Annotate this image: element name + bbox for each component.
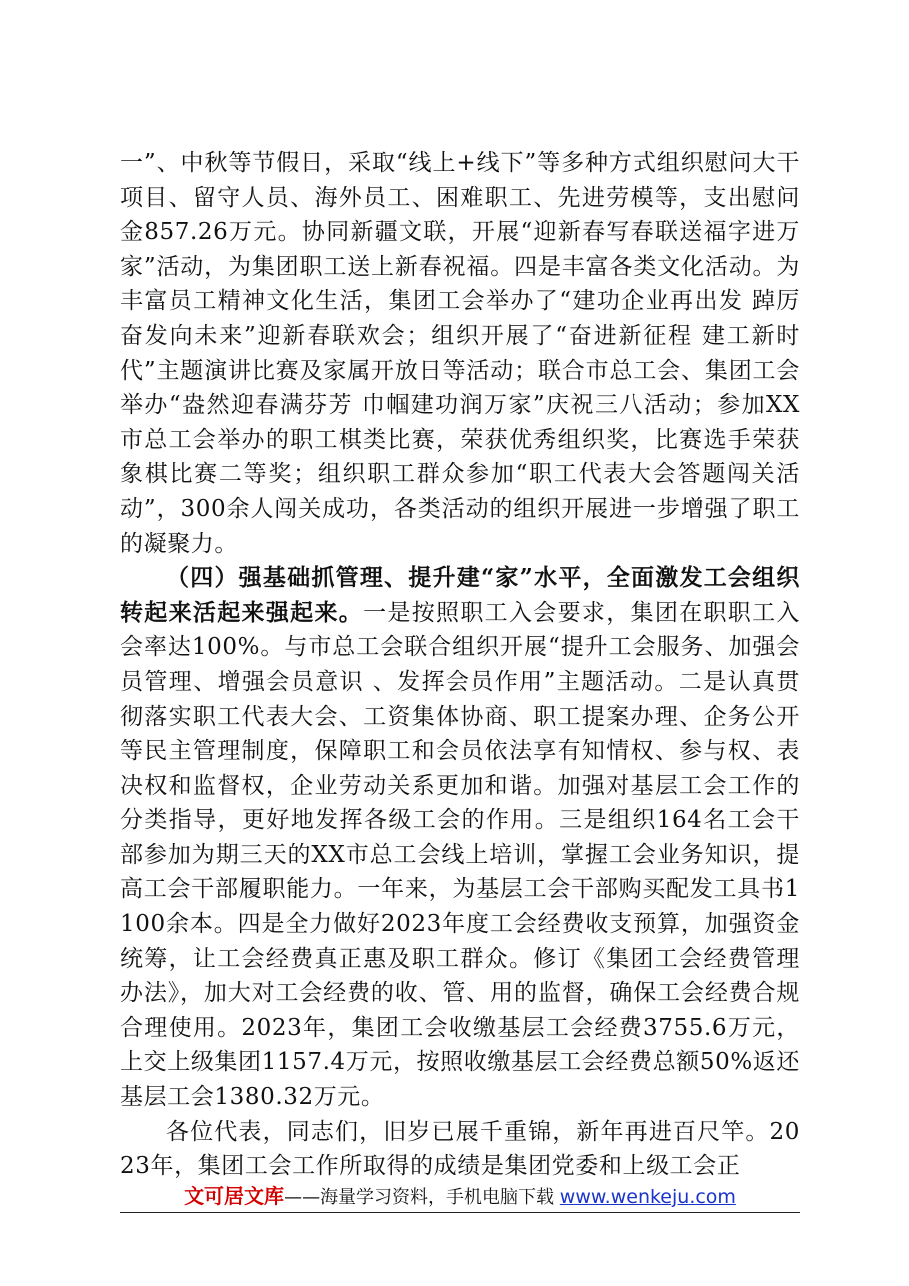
footer-slogan: ——海量学习资料，手机电脑下载 <box>284 1187 555 1208</box>
paragraph-2-body: 一是按照职工入会要求，集团在职职工入会率达100%。与市总工会联合组织开展“提升工会服务、加强会员管理、增强会员意识 、发挥会员作用”主题活动。二是认真贯彻落实职工代表大会、工资集体协商、职工提案办理、企务公开等民主管理制度，保障职工和会员依法享有知情权、参与权、表决权和监督权，企业劳动关系更加和谐。加强对基层工会工作的分类指导，更好地发挥各级工会的作用。三是组织164名工会干部参加为期三天的XX市总工会线上培训，掌握工会业务知识，提高工会干部履职能力。一年来，为基层工会干部购买配发工具书1100余本。四是全力做好2023年度工会经费收支预算，加强资金统筹，让工会经费真正惠及职工群众。修订《集团工会经费管理办法》，加大对工会经费的收、管、用的监督，确保工会经费合规合理使用。2023年，集团工会收缴基层工会经费3755.6万元，上交上级集团1157.4万元，按照收缴基层工会经费总额50%返还基层工会1380.32万元。 <box>120 599 800 1111</box>
paragraph-2 <box>120 561 800 1115</box>
section-heading-4: （四）强基础抓管理、提升建“家”水平，全面激发工会组织转起来活起来强起来。 <box>120 564 800 626</box>
footer-brand: 文可居文库 <box>184 1184 285 1208</box>
footer <box>120 1182 800 1210</box>
footer-site-link[interactable]: www.wenkeju.com <box>559 1186 736 1208</box>
document-body <box>120 146 800 1184</box>
footer-divider <box>120 1212 800 1213</box>
paragraph-1: 一”、中秋等节假日，采取“线上+线下”等多种方式组织慰问大干项目、留守人员、海外员工、困难职工、先进劳模等，支出慰问金857.26万元。协同新疆文联，开展“迎新春写春联送福字进万家”活动，为集团职工送上新春祝福。四是丰富各类文化活动。为丰富员工精神文化生活，集团工会举办了“建功企业再出发 踔厉奋发向未来”迎新春联欢会；组织开展了“奋进新征程 建工新时代”主题演讲比赛及家属开放日等活动；联合市总工会、集团工会举办“盎然迎春满芬芳 巾帼建功润万家”庆祝三八活动；参加XX市总工会举办的职工棋类比赛，荣获优秀组织奖，比赛选手荣获象棋比赛二等奖；组织职工群众参加“职工代表大会答题闯关活动”，300余人闯关成功，各类活动的组织开展进一步增强了职工的凝聚力。 <box>120 150 800 557</box>
paragraph-3: 各位代表，同志们，旧岁已展千重锦，新年再进百尺竿。2023年，集团工会工作所取得的成绩是集团党委和上级工会正 <box>120 1118 800 1180</box>
